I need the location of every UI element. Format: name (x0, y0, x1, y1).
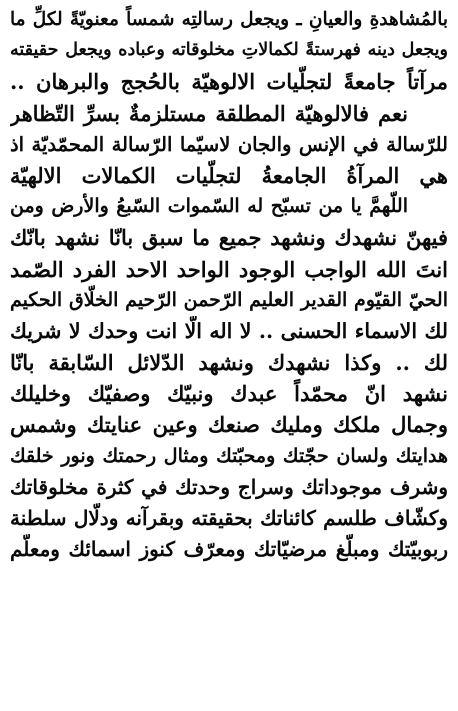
text-line-8: فيهنّ نشهدك ونشهد جميع ما سبق بانّا نشهد بانّك (10, 225, 448, 251)
text-line-14: وجمال ملكك ومليك صنعك وعين عنايتك وشمس (10, 412, 448, 438)
text-line-9: انتَ الله الواجب الوجود الواحد الاحد الفرد الصّمد (10, 256, 448, 282)
text-line-10: الحيّ القيّوم القدير العليم الرّحمن الرّحيم الخلّاق الحكيم (10, 288, 448, 311)
text-line-11: لك الاسماء الحسنى .. لا اله الّا انت وحدك لا شريك (10, 318, 448, 343)
text-line-6: هي المرآةُ الجامعةُ لتجلّيات الكمالات الالهيّة (10, 162, 448, 188)
text-line-7: اللّهمَّ يا من تسبّح له السّموات السّبعُ والأرض ومن (10, 195, 408, 218)
text-line-15: هدايتك ولسان حجّتك ومحبّتك ومثال رحمتك ونور خلقك (10, 444, 448, 467)
text-line-4: نعم فالالوهيّة المطلقة مستلزمةٌ بسرِّ التّظاهر (10, 100, 408, 126)
text-line-16: وشرف موجوداتك وسراج وحدتك في كثرة مخلوقاتك (10, 474, 448, 499)
text-line-3: مرآتاً جامعةً لتجلّيات الالوهيّة بالحُجج والبرهان .. (10, 69, 448, 95)
text-line-12: لك .. وكذا نشهدك ونشهد الدّلائل السّابقة بانّا (10, 350, 448, 376)
text-line-2: ويجعل دينه فهرستةً لكمالاتِ مخلوقاته وعباده ويجعل حقيقته (10, 40, 448, 61)
text-line-17: وكشّاف طلسم كائناتك بحقيقته وبقرآنه ودلّال سلطنة (10, 506, 448, 530)
text-line-18: ربوبيّتك ومبلّغ مرضيّاتك ومعرّف كنوز اسمائك ومعلّم (10, 537, 448, 562)
text-line-13: نشهد انّ محمّداً عبدك ونبيّك وصفيّك وخليلك (10, 381, 448, 407)
text-line-5: للرّسالة في الإنس والجان لاسيّما الرّسالة المحمّديّة اذ (10, 132, 448, 156)
text-line-1: بالمُشاهدةِ والعيانِ ـ ويجعل رسالتِه شمساً معنويّةً لكلِّ ما (10, 9, 448, 30)
